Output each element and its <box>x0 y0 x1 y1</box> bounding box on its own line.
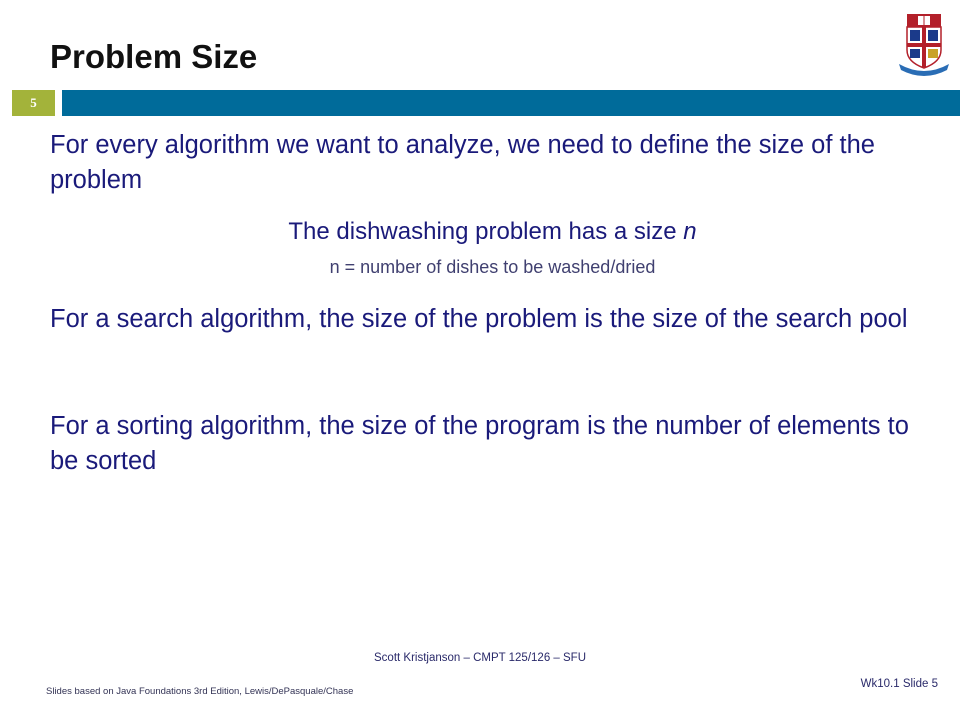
slide-number-badge: 5 <box>12 90 55 116</box>
bullet-problem-size-definition: For every algorithm we want to analyze, we need to define the size of the problem <box>50 131 875 194</box>
footer-slide-number: Wk10.1 Slide 5 <box>860 678 938 690</box>
bullet-sorting-algorithm: For a sorting algorithm, the size of the program is the number of elements to be sorted <box>50 412 909 475</box>
slide-title: Problem Size <box>50 38 258 75</box>
university-crest-icon <box>896 12 952 78</box>
title-bar <box>62 90 960 116</box>
dishwashing-size-line <box>0 218 960 246</box>
dishwashing-size-note: n = number of dishes to be washed/dried <box>329 257 656 277</box>
dishwashing-size-text: The dishwashing problem has a size <box>288 218 684 245</box>
size-variable: n <box>683 218 697 245</box>
bullet-search-algorithm: For a search algorithm, the size of the problem is the size of the search pool <box>50 305 908 333</box>
footer-author: Scott Kristjanson – CMPT 125/126 – SFU <box>374 652 586 664</box>
footer-source: Slides based on Java Foundations 3rd Edition, Lewis/DePasquale/Chase <box>46 686 354 697</box>
